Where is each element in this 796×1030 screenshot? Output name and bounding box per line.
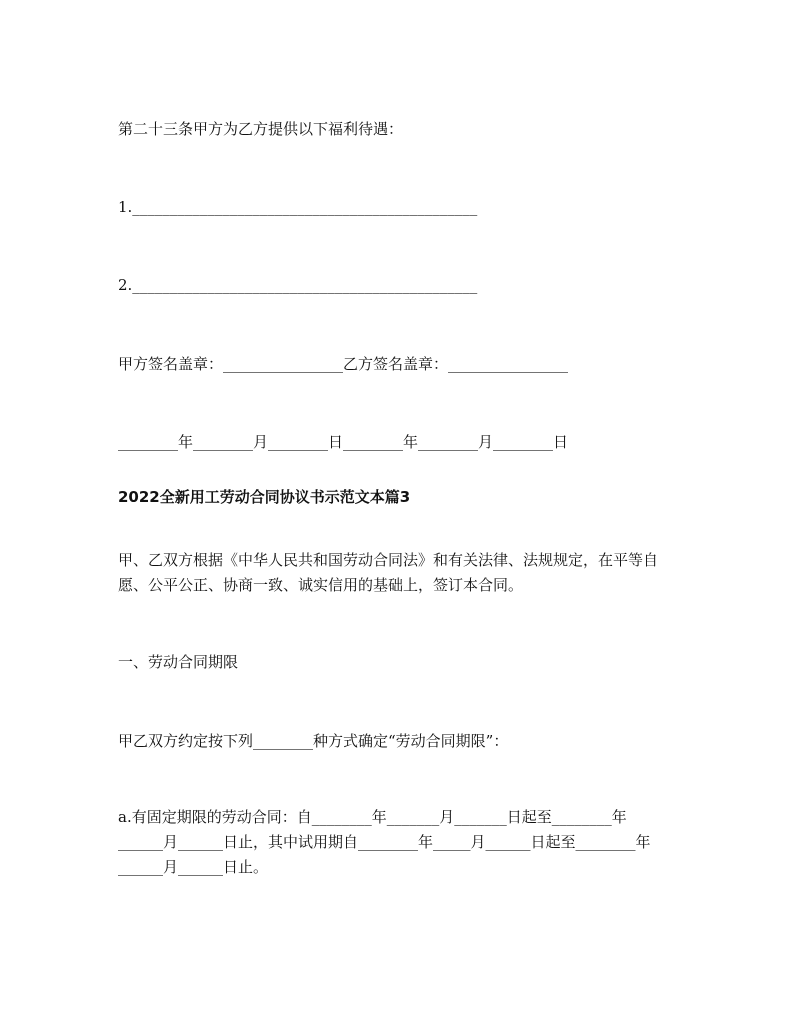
intro-paragraph-line-1: 甲、乙双方根据《中华人民共和国劳动合同法》和有关法律、法规规定，在平等自: [118, 551, 659, 569]
clause-1-a-line-3: ______月______日止。: [118, 858, 269, 876]
clause-1-a-line-2: ______月______日止，其中试用期自________年_____月______日起至________年: [118, 833, 651, 851]
article-23-title: 第二十三条甲方为乙方提供以下福利待遇：: [118, 120, 404, 138]
signature-line: 甲方签名盖章：________________乙方签名盖章：________________: [118, 355, 569, 373]
clause-1-heading: 一、劳动合同期限: [118, 653, 239, 671]
clause-1-a-line-1: a.有固定期限的劳动合同：自________年_______月_______日起至________年: [118, 808, 627, 826]
section-heading: 2022全新用工劳动合同协议书示范文本篇3: [118, 488, 411, 506]
clause-1-intro: 甲乙双方约定按下列________种方式确定“劳动合同期限”：: [118, 732, 509, 750]
welfare-item-2: 2.______________________________________________: [118, 276, 478, 294]
signature-date-line: ________年________月________日________年________月________日: [118, 433, 569, 451]
intro-paragraph-line-2: 愿、公平公正、协商一致、诚实信用的基础上，签订本合同。: [118, 576, 524, 594]
welfare-item-1: 1.______________________________________________: [118, 198, 478, 216]
